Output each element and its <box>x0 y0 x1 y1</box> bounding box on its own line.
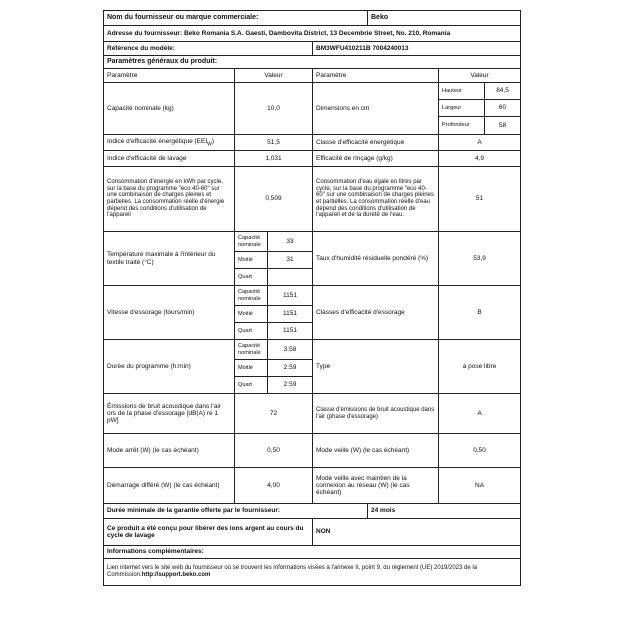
depth-value: 58 <box>485 117 521 135</box>
temp-value-half: 31 <box>268 252 313 269</box>
eei-label-cell <box>104 135 235 151</box>
width-value: 60 <box>485 100 521 117</box>
type-value: à pose libre <box>439 340 521 394</box>
duration-load-quarter: Quart <box>235 377 268 394</box>
supplier-row <box>104 11 521 26</box>
network-standby-label: Mode veille avec maintien de la connexion au réseau (W) (le cas échéant) <box>313 468 439 504</box>
wash-index-value: 1,031 <box>235 151 313 167</box>
wash-index-row <box>104 151 521 167</box>
water-consumption-value: 51 <box>439 167 521 232</box>
address-cell <box>104 26 521 42</box>
moisture-label: Taux d'humidité résiduelle pondéré (%) <box>313 232 439 286</box>
spin-class-label: Classes d'efficacité d'essorage <box>313 286 439 340</box>
duration-load-half: Moitié <box>235 360 268 377</box>
delay-start-label: Démarrage différé (W) (le cas échéant) <box>104 468 235 504</box>
temp-load-half: Moitié <box>235 252 268 269</box>
silver-ions-label: Ce produit a été conçu pour libérer des ions argent au cours du cycle de lavage <box>104 519 313 546</box>
info-link-text: Lien internet vers le site web du fournisseur où se trouvent les informations visées à l'annexe II, point 9, du règlement (UE) 2019/2023 de la Commission: <box>107 565 478 578</box>
duration-capacity-row <box>104 340 521 360</box>
eei-label: Indice d'efficacité énergétique (EEI <box>107 137 208 145</box>
spin-label: Vitesse d'essorage (tours/min) <box>104 286 235 340</box>
model-row <box>104 42 521 56</box>
rinse-label: Efficacité de rinçage (g/kg) <box>313 151 439 167</box>
temp-capacity-row <box>104 232 521 252</box>
spin-value-capacity: 1151 <box>268 286 313 306</box>
general-title-row <box>104 56 521 69</box>
spin-class-value: B <box>439 286 521 340</box>
noise-class-value: A <box>439 394 521 434</box>
value-header-right: Valeur <box>439 69 521 83</box>
spin-load-half: Moitié <box>235 306 268 323</box>
capacity-row <box>104 83 521 100</box>
info-link-row <box>104 559 521 586</box>
energy-consumption-label: Consommation d'énergie en kWh par cycle, sur la base du programme "eco 40-60" sur une combinaison de charges pleines et partielles. La consommation réelle d'énergie dépend des conditions d'utilisation de l'appareil <box>104 167 235 232</box>
noise-value: 72 <box>235 394 313 434</box>
address-value: Beko Romania S.A. Gaesti, Dambovita District, 13 Decembrie Street, No. 210, Romania <box>183 29 451 37</box>
duration-value-half: 2:59 <box>268 360 313 377</box>
model-value: BM3WFU410211B 7004240013 <box>313 42 521 56</box>
height-value: 84,5 <box>485 83 521 100</box>
temp-load-quarter: Quart <box>235 269 268 286</box>
temp-value-capacity: 33 <box>268 232 313 252</box>
noise-class-label: Classe d'émissions de bruit acoustique dans l'air (phase d'essorage) <box>313 394 439 434</box>
spin-capacity-row <box>104 286 521 306</box>
info-link-cell <box>104 559 521 586</box>
rinse-value: 4,9 <box>439 151 521 167</box>
width-label: Largeur <box>439 100 485 117</box>
duration-label: Durée du programme (h:min) <box>104 340 235 394</box>
energy-class-label: Classe d'efficacité énergétique <box>313 135 439 151</box>
delay-row <box>104 468 521 504</box>
off-mode-label: Mode arrêt (W) (le cas échéant) <box>104 434 235 468</box>
general-title: Paramètres généraux du produit: <box>104 56 521 69</box>
temp-load-capacity: Capacité nominale <box>235 232 268 252</box>
info-title-row <box>104 546 521 559</box>
spin-value-quarter: 1151 <box>268 323 313 340</box>
eei-subscript: W <box>207 140 212 147</box>
eei-close: ) <box>211 137 215 145</box>
off-mode-value: 0,50 <box>235 434 313 468</box>
duration-load-capacity: Capacité nominale <box>235 340 268 360</box>
duration-value-quarter: 2:59 <box>268 377 313 394</box>
sheet-table <box>103 10 521 586</box>
eei-row <box>104 135 521 151</box>
support-link[interactable]: http://support.beko.com <box>141 572 211 578</box>
wash-index-label: Indice d'efficacité de lavage <box>104 151 235 167</box>
eei-value: 51,5 <box>235 135 313 151</box>
height-label: Hauteur <box>439 83 485 100</box>
noise-label: Émissions de bruit acoustique dans l'air ors de la phase d'essorage [dB(A) re 1 pW] <box>104 394 235 434</box>
duration-value-capacity: 3:58 <box>268 340 313 360</box>
dimensions-label: Dimensions en cm <box>313 83 439 135</box>
silver-ions-value: NON <box>313 519 521 546</box>
spin-value-half: 1151 <box>268 306 313 323</box>
supplier-label: Nom du fournisseur ou marque commerciale: <box>104 11 368 26</box>
product-information-sheet <box>103 10 520 610</box>
model-label: Référence du modèle: <box>104 42 313 56</box>
capacity-label: Capacité nominale (kg) <box>104 83 235 135</box>
temperature-label: Température maximale à l'intérieur du textile traité (°C) <box>104 232 235 286</box>
column-header-row <box>104 69 521 83</box>
warranty-value: 24 mois <box>368 504 521 519</box>
spin-load-capacity: Capacité nominale <box>235 286 268 306</box>
type-label: Type <box>313 340 439 394</box>
standby-label: Mode veille (W) (le cas échéant) <box>313 434 439 468</box>
network-standby-value: NA <box>439 468 521 504</box>
water-consumption-label: Consommation d'eau égale en litres par cycle, sur la base du programme "eco 40-60" sur une combinaison de charges pleines et partielles. La consommation réelle d'eau dépend des conditions d'utilisation de l'appareil et de la dureté de l'eau. <box>313 167 439 232</box>
address-label: Adresse du fournisseur: <box>107 29 183 37</box>
silver-ions-row <box>104 519 521 546</box>
off-mode-row <box>104 434 521 468</box>
warranty-label: Durée minimale de la garantie offerte par le fournisseur: <box>104 504 368 519</box>
delay-start-value: 4,00 <box>235 468 313 504</box>
supplier-value: Beko <box>368 11 521 26</box>
depth-label: Profondeur <box>439 117 485 135</box>
spin-load-quarter: Quart <box>235 323 268 340</box>
standby-value: 0,50 <box>439 434 521 468</box>
warranty-row <box>104 504 521 519</box>
energy-class-value: A <box>439 135 521 151</box>
energy-consumption-value: 0,509 <box>235 167 313 232</box>
capacity-value: 10,0 <box>235 83 313 135</box>
info-title: Informations complémentaires: <box>104 546 521 559</box>
moisture-value: 53,9 <box>439 232 521 286</box>
temp-value-quarter <box>268 269 313 286</box>
noise-row <box>104 394 521 434</box>
value-header-left: Valeur <box>235 69 313 83</box>
address-row <box>104 26 521 42</box>
param-header-right: Paramètre <box>313 69 439 83</box>
param-header-left: Paramètre <box>104 69 235 83</box>
consumption-row <box>104 167 521 232</box>
